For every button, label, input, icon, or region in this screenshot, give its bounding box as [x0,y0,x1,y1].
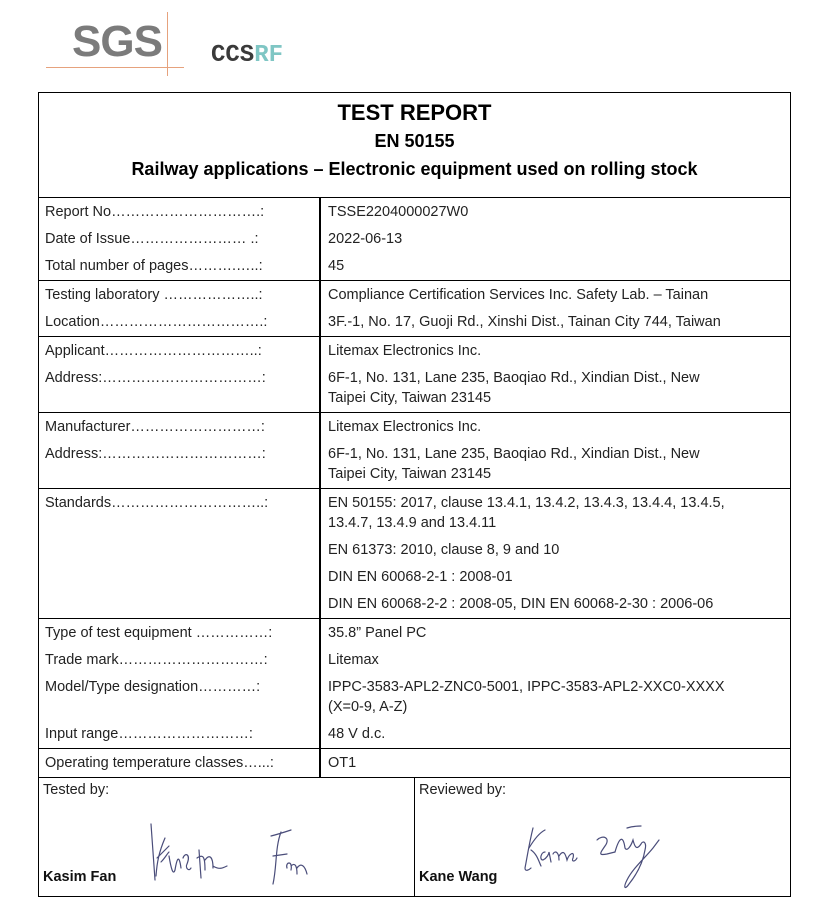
field-label: Manufacturer………………………: [45,419,265,435]
field-label: Address:……………………………: [45,446,266,462]
field-value [320,677,790,717]
field-value [320,540,790,560]
report-cover-table [38,92,791,897]
field-value [320,229,790,249]
field-label: Total number of pages……….…..: [45,258,263,274]
field-label: Date of Issue…………………… .: [45,231,259,247]
field-label: Operating temperature classes…...: [45,755,274,771]
sgs-logo [46,12,186,76]
field-value-line: DIN EN 60068-2-1 : 2008-01 [328,569,513,585]
reviewed-by-label: Reviewed by: [419,782,507,798]
field-label: Report No………………………….: [45,204,265,220]
field-value-line: 45 [328,258,345,274]
ccsrf-logo-light-text: RF [254,42,284,69]
field-label: Trade mark…………………………: [45,652,268,668]
field-value-line: Litemax Electronics Inc. [328,343,482,359]
field-label: Model/Type designation…………: [45,679,261,695]
field-value [320,753,790,773]
info-row [39,341,790,361]
field-value [320,493,790,533]
field-value-line: (X=0-9, A-Z) [328,699,408,715]
field-value-line: DIN EN 60068-2-2 : 2008-05, DIN EN 60068-2-30 : 2006-06 [328,596,714,612]
field-value-line: Litemax Electronics Inc. [328,419,482,435]
reviewed-by-cell [415,778,790,896]
field-value [320,594,790,614]
field-value-line: 48 V d.c. [328,726,386,742]
field-label [39,540,320,560]
field-label: Location…………………………….: [45,314,268,330]
info-row [39,202,790,222]
field-value-line: Taipei City, Taiwan 23145 [328,390,492,406]
field-value-line: EN 61373: 2010, clause 8, 9 and 10 [328,542,560,558]
field-value-line: 13.4.7, 13.4.9 and 13.4.11 [328,515,497,531]
report-info-group [39,198,790,281]
info-row [39,444,790,484]
tested-by-signature [139,818,329,888]
field-value-line: 6F-1, No. 131, Lane 235, Baoqiao Rd., Xindian Dist., New [328,446,700,462]
info-row [39,229,790,249]
tested-by-name: Kasim Fan [43,869,117,885]
standards-group [39,489,790,619]
info-row [39,256,790,276]
info-row [39,650,790,670]
field-value-line: OT1 [328,755,357,771]
field-value-line: 3F.-1, No. 17, Guoji Rd., Xinshi Dist., Tainan City 744, Taiwan [328,314,721,330]
info-row [39,753,790,773]
report-standard: EN 50155 [374,131,455,151]
info-row [39,368,790,408]
field-value [320,650,790,670]
field-value [320,724,790,744]
ccsrf-logo [211,44,283,68]
ccsrf-logo-dark-text: CCS [211,42,255,69]
equipment-group [39,619,790,749]
field-label: Address:……………………………: [45,370,266,386]
field-label: Applicant…………………………..: [45,343,262,359]
field-value [320,202,790,222]
reviewed-by-signature [519,818,709,893]
tested-by-label: Tested by: [43,782,110,798]
field-value-line: EN 50155: 2017, clause 13.4.1, 13.4.2, 13.4.3, 13.4.4, 13.4.5, [328,495,725,511]
field-label: Testing laboratory ………………..: [45,287,263,303]
field-value [320,444,790,484]
field-value [320,567,790,587]
field-value [320,341,790,361]
field-label: Standards…………………………..: [45,495,269,511]
field-value-line: Compliance Certification Services Inc. Safety Lab. – Tainan [328,287,709,303]
field-value [320,368,790,408]
report-subtitle: Railway applications – Electronic equipment used on rolling stock [131,159,698,179]
signature-block [39,778,790,896]
field-value-line: 6F-1, No. 131, Lane 235, Baoqiao Rd., Xindian Dist., New [328,370,700,386]
info-row [39,285,790,305]
field-value-line: 35.8” Panel PC [328,625,427,641]
reviewed-by-name: Kane Wang [419,869,498,885]
field-label [39,567,320,587]
field-value [320,312,790,332]
info-row [39,540,790,560]
info-row [39,567,790,587]
field-value-line: Litemax [328,652,379,668]
info-row [39,417,790,437]
info-rows [39,198,790,778]
info-row [39,594,790,614]
field-label: Type of test equipment ……………: [45,625,273,641]
applicant-group [39,337,790,413]
field-value-line: IPPC-3583-APL2-ZNC0-5001, IPPC-3583-APL2-XXC0-XXXX [328,679,725,695]
sgs-logo-vertical-line [167,12,168,76]
info-row [39,312,790,332]
field-label: Input range………………………: [45,726,253,742]
field-value [320,417,790,437]
info-row [39,623,790,643]
logo-header [0,0,827,92]
field-label [39,594,320,614]
field-value-line: 2022-06-13 [328,231,403,247]
manufacturer-group [39,413,790,489]
laboratory-group [39,281,790,337]
info-row [39,493,790,533]
info-row [39,724,790,744]
sgs-logo-text: SGS [72,17,162,66]
tested-by-cell [39,778,415,896]
field-value [320,256,790,276]
title-block [39,93,790,198]
field-value [320,623,790,643]
field-value-line: Taipei City, Taiwan 23145 [328,466,492,482]
report-title: TEST REPORT [337,100,492,125]
field-value [320,285,790,305]
temperature-group [39,749,790,778]
info-row [39,677,790,717]
sgs-logo-horizontal-line [46,67,184,68]
field-value-line: TSSE2204000027W0 [328,204,469,220]
